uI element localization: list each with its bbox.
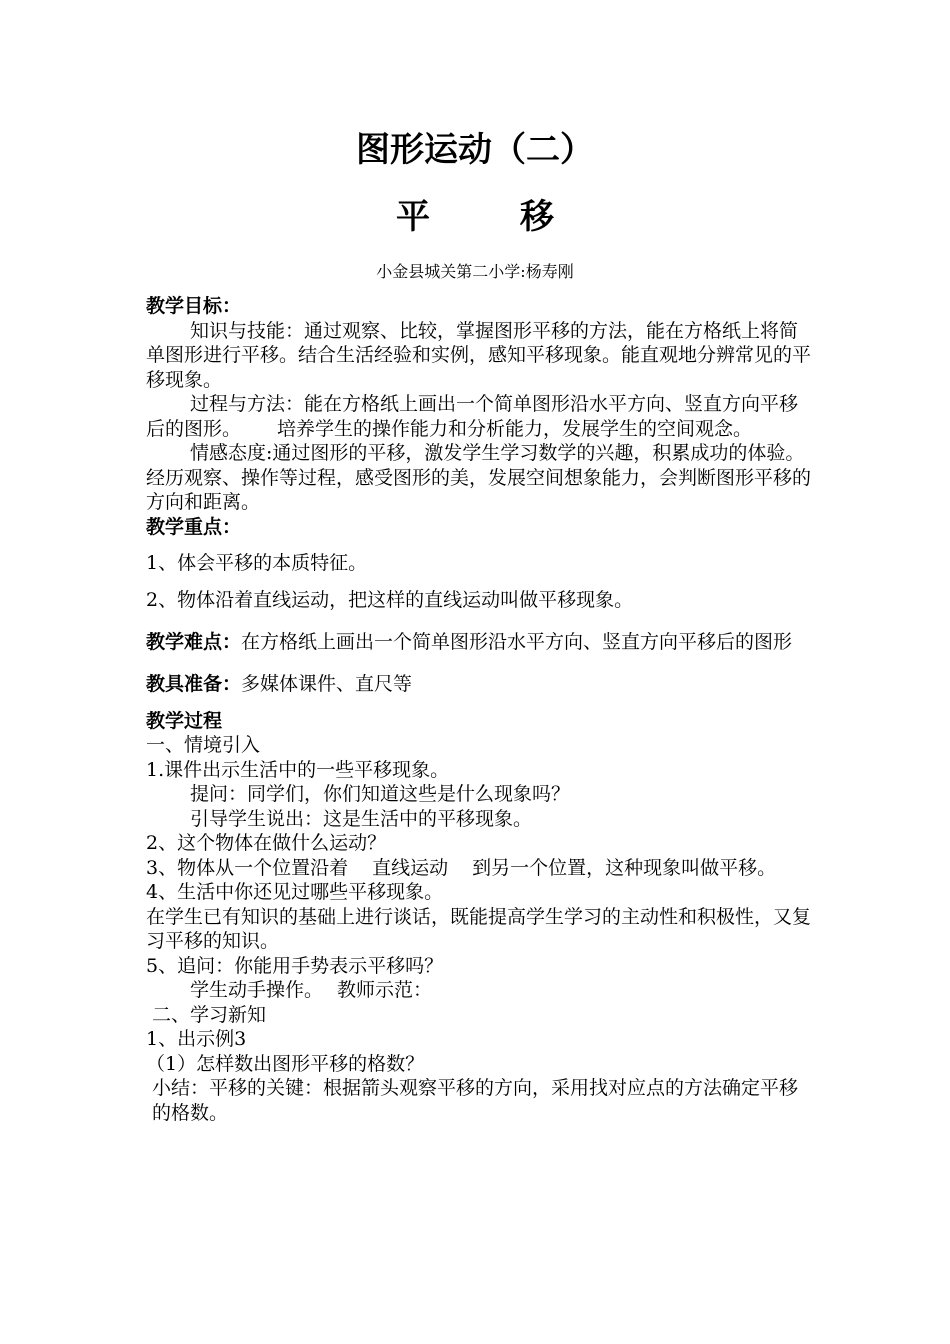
key-point-2: 2、物体沿着直线运动，把这样的直线运动叫做平移现象。 <box>146 588 634 611</box>
section-1-item-4-note: 在学生已有知识的基础上进行谈话，既能提高学生学习的主动性和积极性，又复习平移的知识。 <box>146 905 812 952</box>
tools-text: 多媒体课件、直尺等 <box>241 673 413 695</box>
subtitle-char-2: 移 <box>520 197 554 237</box>
document-body <box>146 294 816 1125</box>
goal-process-part-1: 过程与方法：能在方格纸上画出一个简单图形沿水平方向、竖直方向平移后的图形。 <box>146 393 799 440</box>
goal-process <box>146 392 816 441</box>
section-1-heading: 一、情境引入 <box>146 734 261 756</box>
section-1-item-4: 4、生活中你还见过哪些平移现象。 <box>146 881 444 903</box>
key-points-heading: 教学重点： <box>146 515 242 538</box>
tools-paragraph <box>146 672 816 697</box>
section-2-item-1: 1、出示例3 <box>146 1028 247 1050</box>
difficulty-paragraph <box>146 624 816 660</box>
document-subtitle <box>0 195 950 239</box>
section-2-summary: 小结：平移的关键：根据箭头观察平移的方向，采用找对应点的方法确定平移的格数。 <box>152 1077 799 1124</box>
process-heading: 教学过程 <box>146 709 223 732</box>
key-point-1: 1、体会平移的本质特征。 <box>146 552 368 574</box>
section-1-item-5: 5、追问：你能用手势表示平移吗？ <box>146 954 444 977</box>
tools-label: 教具准备： <box>146 673 242 695</box>
author-line: 小金县城关第二小学:杨寿刚 <box>376 262 574 281</box>
section-1-item-1-guide: 引导学生说出：这是生活中的平移现象。 <box>190 807 533 830</box>
goal-knowledge: 知识与技能：通过观察、比较，掌握图形平移的方法，能在方格纸上将简单图形进行平移。结合生活经验和实例，感知平移现象。能直观地分辨常见的平移现象。 <box>146 319 812 391</box>
difficulty-label: 教学难点： <box>146 631 242 653</box>
section-1-item-1-question: 提问：同学们，你们知道这些是什么现象吗？ <box>190 783 571 805</box>
section-2-item-1-question: （1）怎样数出图形平移的格数？ <box>146 1052 425 1075</box>
subtitle-char-1: 平 <box>396 197 430 237</box>
item-3-part-1: 3、物体从一个位置沿着 <box>146 856 349 879</box>
section-1-item-3 <box>146 856 816 881</box>
section-1-item-5-actions <box>146 978 816 1003</box>
item-3-part-2: 直线运动 <box>372 856 449 879</box>
item-5-teacher: 教师示范： <box>337 979 433 1001</box>
document-title: 图形运动（二） <box>356 130 594 170</box>
goal-emotion: 情感态度:通过图形的平移，激发学生学习数学的兴趣，积累成功的体验。经历观察、操作等过程，感受图形的美，发展空间想象能力，会判断图形平移的方向和距离。 <box>146 442 812 513</box>
difficulty-text: 在方格纸上画出一个简单图形沿水平方向、竖直方向平移后的图形 <box>241 631 793 653</box>
section-1-item-2: 2、这个物体在做什么运动？ <box>146 832 387 854</box>
item-3-part-3: 到另一个位置，这种现象叫做平移。 <box>472 856 777 879</box>
goals-heading: 教学目标： <box>146 295 242 317</box>
section-1-item-1: 1.课件出示生活中的一些平移现象。 <box>146 758 450 781</box>
goal-process-part-2: 培养学生的操作能力和分析能力，发展学生的空间观念。 <box>277 417 753 440</box>
section-2-heading: 二、学习新知 <box>152 1003 267 1026</box>
item-5-student: 学生动手操作。 <box>190 979 324 1001</box>
